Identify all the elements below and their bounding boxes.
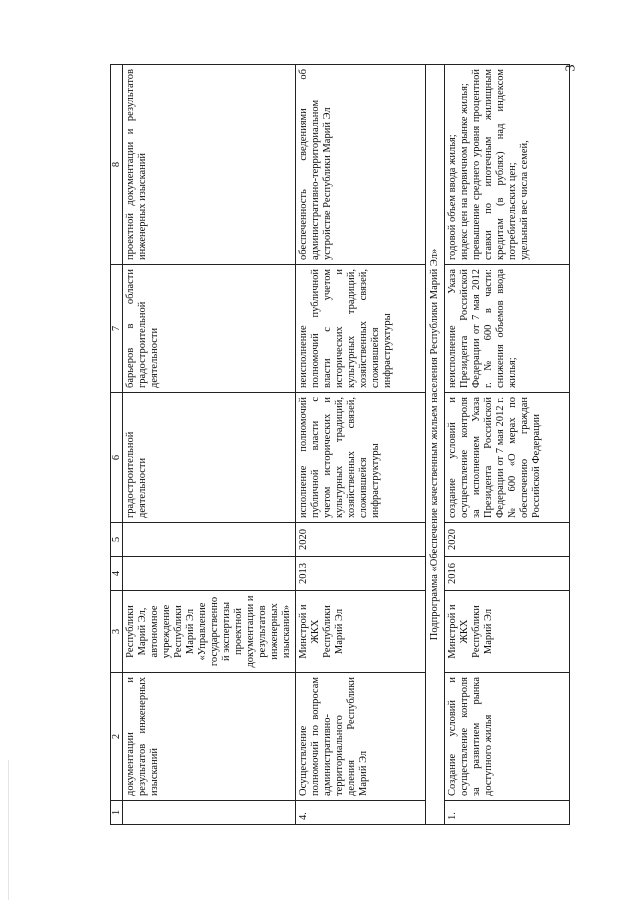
cell-executor: Минстрой и ЖКХ Республики Марий Эл (445, 591, 570, 673)
scan-edge-line (8, 760, 9, 900)
cell-consequences: неисполнение полномочий публичной власти с учетом исторических и культурных традиций, хозяйственных связей, сложившейся инфраструктуры (296, 265, 426, 393)
cell-indicators (445, 65, 570, 265)
program-table (110, 64, 570, 825)
subprogram-row (426, 65, 445, 825)
cell-start-year: 2013 (296, 557, 426, 591)
table-row-4 (296, 65, 426, 825)
cell-consequences: неисполнение Указа Президента Российской Федерации от 7 мая 2012 г. № 600 в части: снижения объемов ввода жилья; (445, 265, 570, 393)
table-row-continued (123, 65, 296, 825)
cell-executor: Республики Марий Эл, автономное учреждение Республики Марий Эл «Управление государственной экспертизы проектной документации и результатов инженерных изысканий» (123, 591, 296, 673)
column-number: 7 (111, 265, 123, 393)
cell-expected-result: создание условий и осуществление контроля за исполнением Указа Президента Российской Федерации от 7 мая 2012 г. № 600 «О мерах по обеспечению граждан Российской Федерации (445, 393, 570, 523)
cell-expected-result: градостроительной деятельности (123, 393, 296, 523)
indicator-item: превышение среднего уровня процентной ставки по ипотечным жилищным кредитам (в рублях) над индексом потребительских цен; (471, 69, 518, 260)
cell-number: 4. (296, 801, 426, 825)
cell-indicators: обеспеченность сведениями об административно-территориальном устройстве Республики Марий Эл (296, 65, 426, 265)
cell-indicators: проектной документации и результатов инженерных изысканий (123, 65, 296, 265)
cell-expected-result: исполнение полномочий публичной власти с учетом исторических и культурных традиций, хозяйственных связей, сложившейся инфраструктуры (296, 393, 426, 523)
subprogram-title: Подпрограмма «Обеспечение качественным жильем населения Республики Марий Эл» (426, 65, 445, 825)
column-number: 4 (111, 557, 123, 591)
cell-end-year: 2020 (445, 523, 570, 557)
column-number-row (111, 65, 123, 825)
column-number: 6 (111, 393, 123, 523)
cell-measure: Осуществление полномочий по вопросам административно-территориального деления Республики Марий Эл (296, 673, 426, 801)
indicator-item: годовой объем ввода жилья; (447, 134, 458, 260)
cell-number (123, 801, 296, 825)
rotated-table-container (110, 65, 580, 825)
cell-start-year (123, 557, 296, 591)
column-number: 1 (111, 801, 123, 825)
cell-measure: документации и результатов инженерных изысканий (123, 673, 296, 801)
column-number: 3 (111, 591, 123, 673)
cell-executor: Минстрой и ЖКХ Республики Марий Эл (296, 591, 426, 673)
table-row-1 (445, 65, 570, 825)
column-number: 2 (111, 673, 123, 801)
cell-end-year (123, 523, 296, 557)
cell-measure: Создание условий и осуществление контроля за развитием рынка доступного жилья (445, 673, 570, 801)
column-number: 5 (111, 523, 123, 557)
cell-end-year: 2020 (296, 523, 426, 557)
indicator-item: индекс цен на первичном рынке жилья; (459, 83, 470, 260)
column-number: 8 (111, 65, 123, 265)
cell-consequences: барьеров в области градостроительной деятельности (123, 265, 296, 393)
cell-number: 1. (445, 801, 570, 825)
page-number: 3 (563, 64, 579, 72)
indicator-item: удельный вес числа семей, (519, 140, 530, 260)
cell-start-year: 2016 (445, 557, 570, 591)
